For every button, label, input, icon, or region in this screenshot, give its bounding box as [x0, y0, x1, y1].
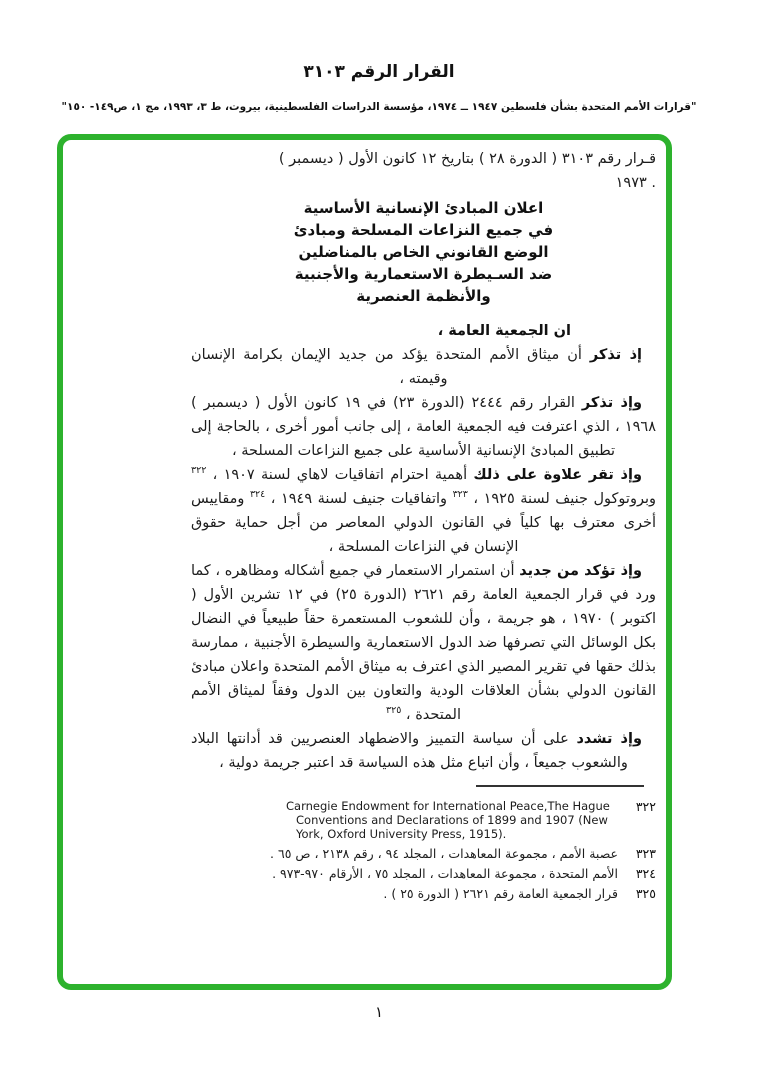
paragraph-text: على أن سياسة التمييز والاضطهاد العنصريين قد أدانتها البلاد والشعوب جميعاً ، وأن اتباع مثل هذه السياسة قد اعتبر جريمة دولية ، [191, 731, 628, 771]
paragraph-lead: إذ تذكر [589, 347, 642, 363]
title-line-5: والأنظمة العنصرية [356, 287, 491, 305]
preamble-heading: ان الجمعية العامة ، [437, 323, 571, 339]
footnote-separator [476, 785, 644, 787]
footnote-number: ٣٢٢ [635, 799, 656, 814]
source-citation: "قرارات الأمم المتحدة بشأن فلسطين ١٩٤٧ ــ ١٩٧٤، مؤسسة الدراسات الفلسطينية، بيروت، ط ٣، ١٩٩٣، مج ١، ص١٤٩- ١٥٠" [61, 101, 697, 113]
paragraph-recalling-charter [191, 343, 656, 391]
paragraph-recalling-resolution-2444 [191, 391, 656, 463]
title-line-1: اعلان المبادئ الإنسانية الأساسية [303, 199, 544, 217]
footnote-text: عصبة الأمم ، مجموعة المعاهدات ، المجلد ٩٤ ، رقم ٢١٣٨ ، ص ٦٥ . [270, 846, 618, 861]
paragraph-recognizing-conventions [191, 463, 656, 559]
paragraph-text: وبروتوكول جنيف لسنة ١٩٢٥ ، [467, 491, 656, 507]
paragraph-lead: وإذ تقر علاوة على ذلك [473, 467, 642, 483]
footnote-ref-325: ٣٢٥ [386, 705, 402, 717]
title-line-2: في جميع النزاعات المسلحة ومبادئ [293, 221, 554, 239]
document-frame [57, 134, 672, 990]
footnote-324 [191, 866, 656, 881]
paragraph-stressing-racial-discrimination [191, 727, 656, 775]
paragraph-reaffirming-colonialism-crime [191, 559, 656, 727]
paragraph-text: ومقاييس أخرى معترف بها كلياً في القانون الدولي المعاصر من أجل حماية حقوق الإنسان في النزاعات المسلحة ، [191, 491, 656, 555]
page-number: ١ [374, 1003, 384, 1021]
document-body [191, 147, 656, 901]
resolution-heading-line1: قـرار رقم ٣١٠٣ ( الدورة ٢٨ ) بتاريخ ١٢ كانون الأول ( ديسمبر ) [278, 151, 656, 167]
footnote-text: Carnegie Endowment for International Peace,The Hague Conventions and Declarations of 1899 and 1907 (New York, Oxford University Press, 1915). [286, 799, 610, 841]
footnote-ref-324: ٣٢٤ [249, 489, 266, 501]
footnote-322 [191, 799, 656, 841]
footnote-number: ٣٢٣ [635, 846, 656, 861]
title-line-4: ضد السـيطرة الاستعمارية والأجنبية [294, 265, 553, 283]
paragraph-text: القرار رقم ٢٤٤٤ (الدورة ٢٣) في ١٩ كانون الأول ( ديسمبر ) ١٩٦٨ ، الذي اعترفت فيه الجمعية العامة ، إلى جانب أمور أخرى ، بالحاجة إلى تطبيق المبادئ الإنسانية الأساسية على جميع النزاعات المسلحة ، [191, 395, 656, 459]
footnote-ref-322: ٣٢٢ [191, 465, 207, 477]
footnote-text: قرار الجمعية العامة رقم ٢٦٢١ ( الدورة ٢٥ ) . [383, 886, 618, 901]
page-title: القرار الرقم ٣١٠٣ [303, 62, 455, 82]
paragraph-text: أهمية احترام اتفاقيات لاهاي لسنة ١٩٠٧ ، [206, 467, 474, 483]
footnote-number: ٣٢٥ [635, 886, 656, 901]
paragraph-text: أن ميثاق الأمم المتحدة يؤكد من جديد الإيمان بكرامة الإنسان وقيمته ، [191, 347, 590, 387]
resolution-heading-line2: ١٩٧٣ . [615, 175, 656, 191]
footnote-number: ٣٢٤ [635, 866, 656, 881]
paragraph-lead: وإذ تذكر [581, 395, 642, 411]
declaration-title [191, 197, 656, 307]
paragraph-text: أن استمرار الاستعمار في جميع أشكاله ومظاهره ، كما ورد في قرار الجمعية العامة رقم ٢٦٢١ (الدورة ٢٥) في ١٢ تشرين الأول ( اكتوبر ) ١٩٧٠ ، هو جريمة ، وأن للشعوب المستعمرة حقاً طبيعياً في النضال بكل الوسائل التي تصرفها ضد الدول الاستعمارية والسيطرة الأجنبية ، ممارسة بذلك حقها في تقرير المصير الذي اعترف به ميثاق الأمم المتحدة واعلان مبادئ القانون الدولي بشأن العلاقات الودية والتعاون بين الدول وفقاً لميثاق الأمم المتحدة ، [191, 563, 656, 723]
footnote-text: الأمم المتحدة ، مجموعة المعاهدات ، المجلد ٧٥ ، الأرقام ٩٧٠-٩٧٣ . [272, 866, 618, 881]
footnote-323 [191, 846, 656, 861]
footnote-325 [191, 886, 656, 901]
paragraph-lead: وإذ تؤكد من جديد [519, 563, 642, 579]
footnote-ref-323: ٣٢٣ [452, 489, 468, 501]
footnotes-section [191, 799, 656, 901]
paragraph-text: واتفاقيات جنيف لسنة ١٩٤٩ ، [265, 491, 453, 507]
title-line-3: الوضع القانوني الخاص بالمناضلين [298, 243, 549, 261]
paragraph-lead: وإذ تشدد [576, 731, 642, 747]
